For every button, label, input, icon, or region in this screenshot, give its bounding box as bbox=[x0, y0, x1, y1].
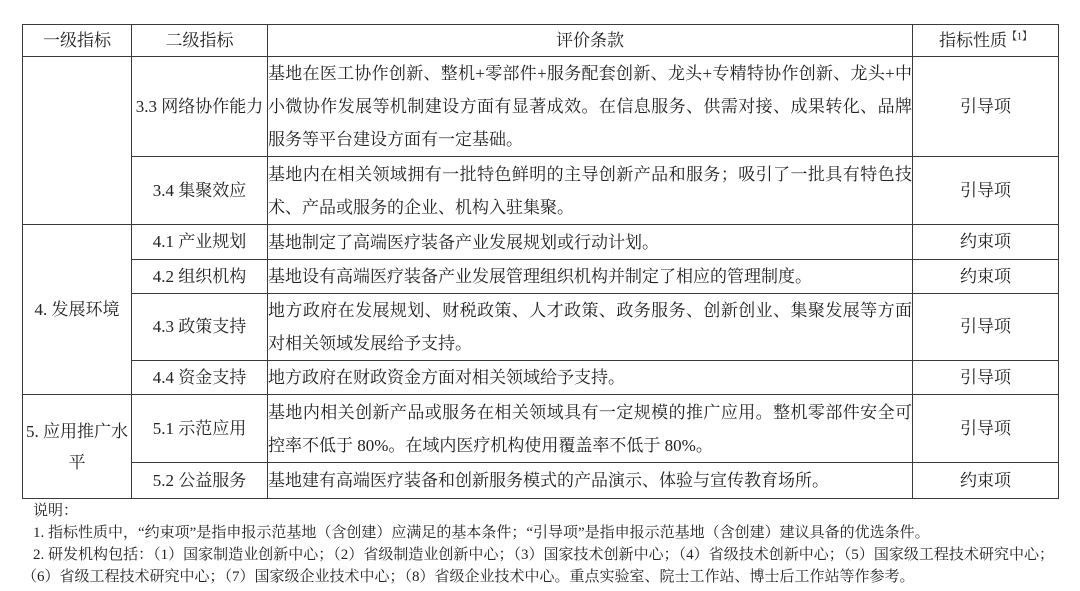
table-row-5-1 bbox=[23, 395, 1059, 463]
cell-level2-5-1: 5.1 示范应用 bbox=[132, 395, 268, 463]
col-header-level2: 二级指标 bbox=[132, 25, 268, 57]
table-row-4-4 bbox=[23, 361, 1059, 395]
note-item-1: 1. 指标性质中，“约束项”是指申报示范基地（含创建）应满足的基本条件；“引导项”是指申报示范基地（含创建）建议具备的优选条件。 bbox=[33, 525, 930, 541]
cell-nature-4-1: 约束项 bbox=[913, 225, 1059, 260]
cell-level2-4-2: 4.2 组织机构 bbox=[132, 260, 268, 294]
notes-section bbox=[22, 500, 1054, 588]
cell-nature-3-3: 引导项 bbox=[913, 57, 1059, 157]
cell-level2-4-4: 4.4 资金支持 bbox=[132, 361, 268, 395]
notes-title: 说明： bbox=[33, 503, 79, 519]
cell-nature-5-1: 引导项 bbox=[913, 395, 1059, 463]
cell-level2-4-1: 4.1 产业规划 bbox=[132, 225, 268, 260]
cell-clause-4-2: 基地设有高端医疗装备产业发展管理组织机构并制定了相应的管理制度。 bbox=[268, 260, 913, 294]
cell-level1-group-5: 5. 应用推广水平 bbox=[23, 395, 132, 499]
cell-level2-3-4: 3.4 集聚效应 bbox=[132, 157, 268, 225]
col-header-nature bbox=[913, 25, 1059, 57]
table-row-3-3 bbox=[23, 57, 1059, 157]
cell-clause-3-3: 基地在医工协作创新、整机+零部件+服务配套创新、龙头+专精特协作创新、龙头+中小微协作发展等机制建设方面有显著成效。在信息服务、供需对接、成果转化、品牌服务等平台建设方面有一定基础。 bbox=[268, 57, 913, 157]
cell-clause-4-4: 地方政府在财政资金方面对相关领域给予支持。 bbox=[268, 361, 913, 395]
cell-clause-3-4: 基地内在相关领域拥有一批特色鲜明的主导创新产品和服务；吸引了一批具有特色技术、产品或服务的企业、机构入驻集聚。 bbox=[268, 157, 913, 225]
cell-clause-5-1: 基地内相关创新产品或服务在相关领域具有一定规模的推广应用。整机零部件安全可控率不低于 80%。在域内医疗机构使用覆盖率不低于 80%。 bbox=[268, 395, 913, 463]
cell-level2-3-3: 3.3 网络协作能力 bbox=[132, 57, 268, 157]
cell-level1-group-3 bbox=[23, 57, 132, 225]
cell-clause-4-1: 基地制定了高端医疗装备产业发展规划或行动计划。 bbox=[268, 225, 913, 260]
cell-level2-4-3: 4.3 政策支持 bbox=[132, 294, 268, 361]
table-row-4-1 bbox=[23, 225, 1059, 260]
table-header-row bbox=[23, 25, 1059, 57]
note-item-2: 2. 研发机构包括：（1）国家制造业创新中心；（2）省级制造业创新中心；（3）国家技术创新中心；（4）省级技术创新中心；（5）国家级工程技术研究中心；（6）省级工程技术研究中心；（7）国家级企业技术中心；（8）省级企业技术中心。重点实验室、院士工作站、博士后工作站等作参考。 bbox=[22, 547, 1054, 585]
col-header-nature-label: 指标性质 bbox=[939, 30, 1007, 50]
cell-level1-group-4: 4. 发展环境 bbox=[23, 225, 132, 395]
table-row-5-2 bbox=[23, 463, 1059, 499]
evaluation-criteria-table bbox=[22, 24, 1059, 499]
cell-nature-4-3: 引导项 bbox=[913, 294, 1059, 361]
cell-level2-5-2: 5.2 公益服务 bbox=[132, 463, 268, 499]
cell-nature-4-4: 引导项 bbox=[913, 361, 1059, 395]
col-header-level1: 一级指标 bbox=[23, 25, 132, 57]
table-row-3-4 bbox=[23, 157, 1059, 225]
cell-nature-3-4: 引导项 bbox=[913, 157, 1059, 225]
table-row-4-2 bbox=[23, 260, 1059, 294]
cell-nature-4-2: 约束项 bbox=[913, 260, 1059, 294]
table-row-4-3 bbox=[23, 294, 1059, 361]
col-header-clause: 评价条款 bbox=[268, 25, 913, 57]
cell-clause-5-2: 基地建有高端医疗装备和创新服务模式的产品演示、体验与宣传教育场所。 bbox=[268, 463, 913, 499]
cell-clause-4-3: 地方政府在发展规划、财税政策、人才政策、政务服务、创新创业、集聚发展等方面对相关领域发展给予支持。 bbox=[268, 294, 913, 361]
nature-footnote-marker: 【1】 bbox=[1007, 30, 1032, 42]
cell-nature-5-2: 约束项 bbox=[913, 463, 1059, 499]
